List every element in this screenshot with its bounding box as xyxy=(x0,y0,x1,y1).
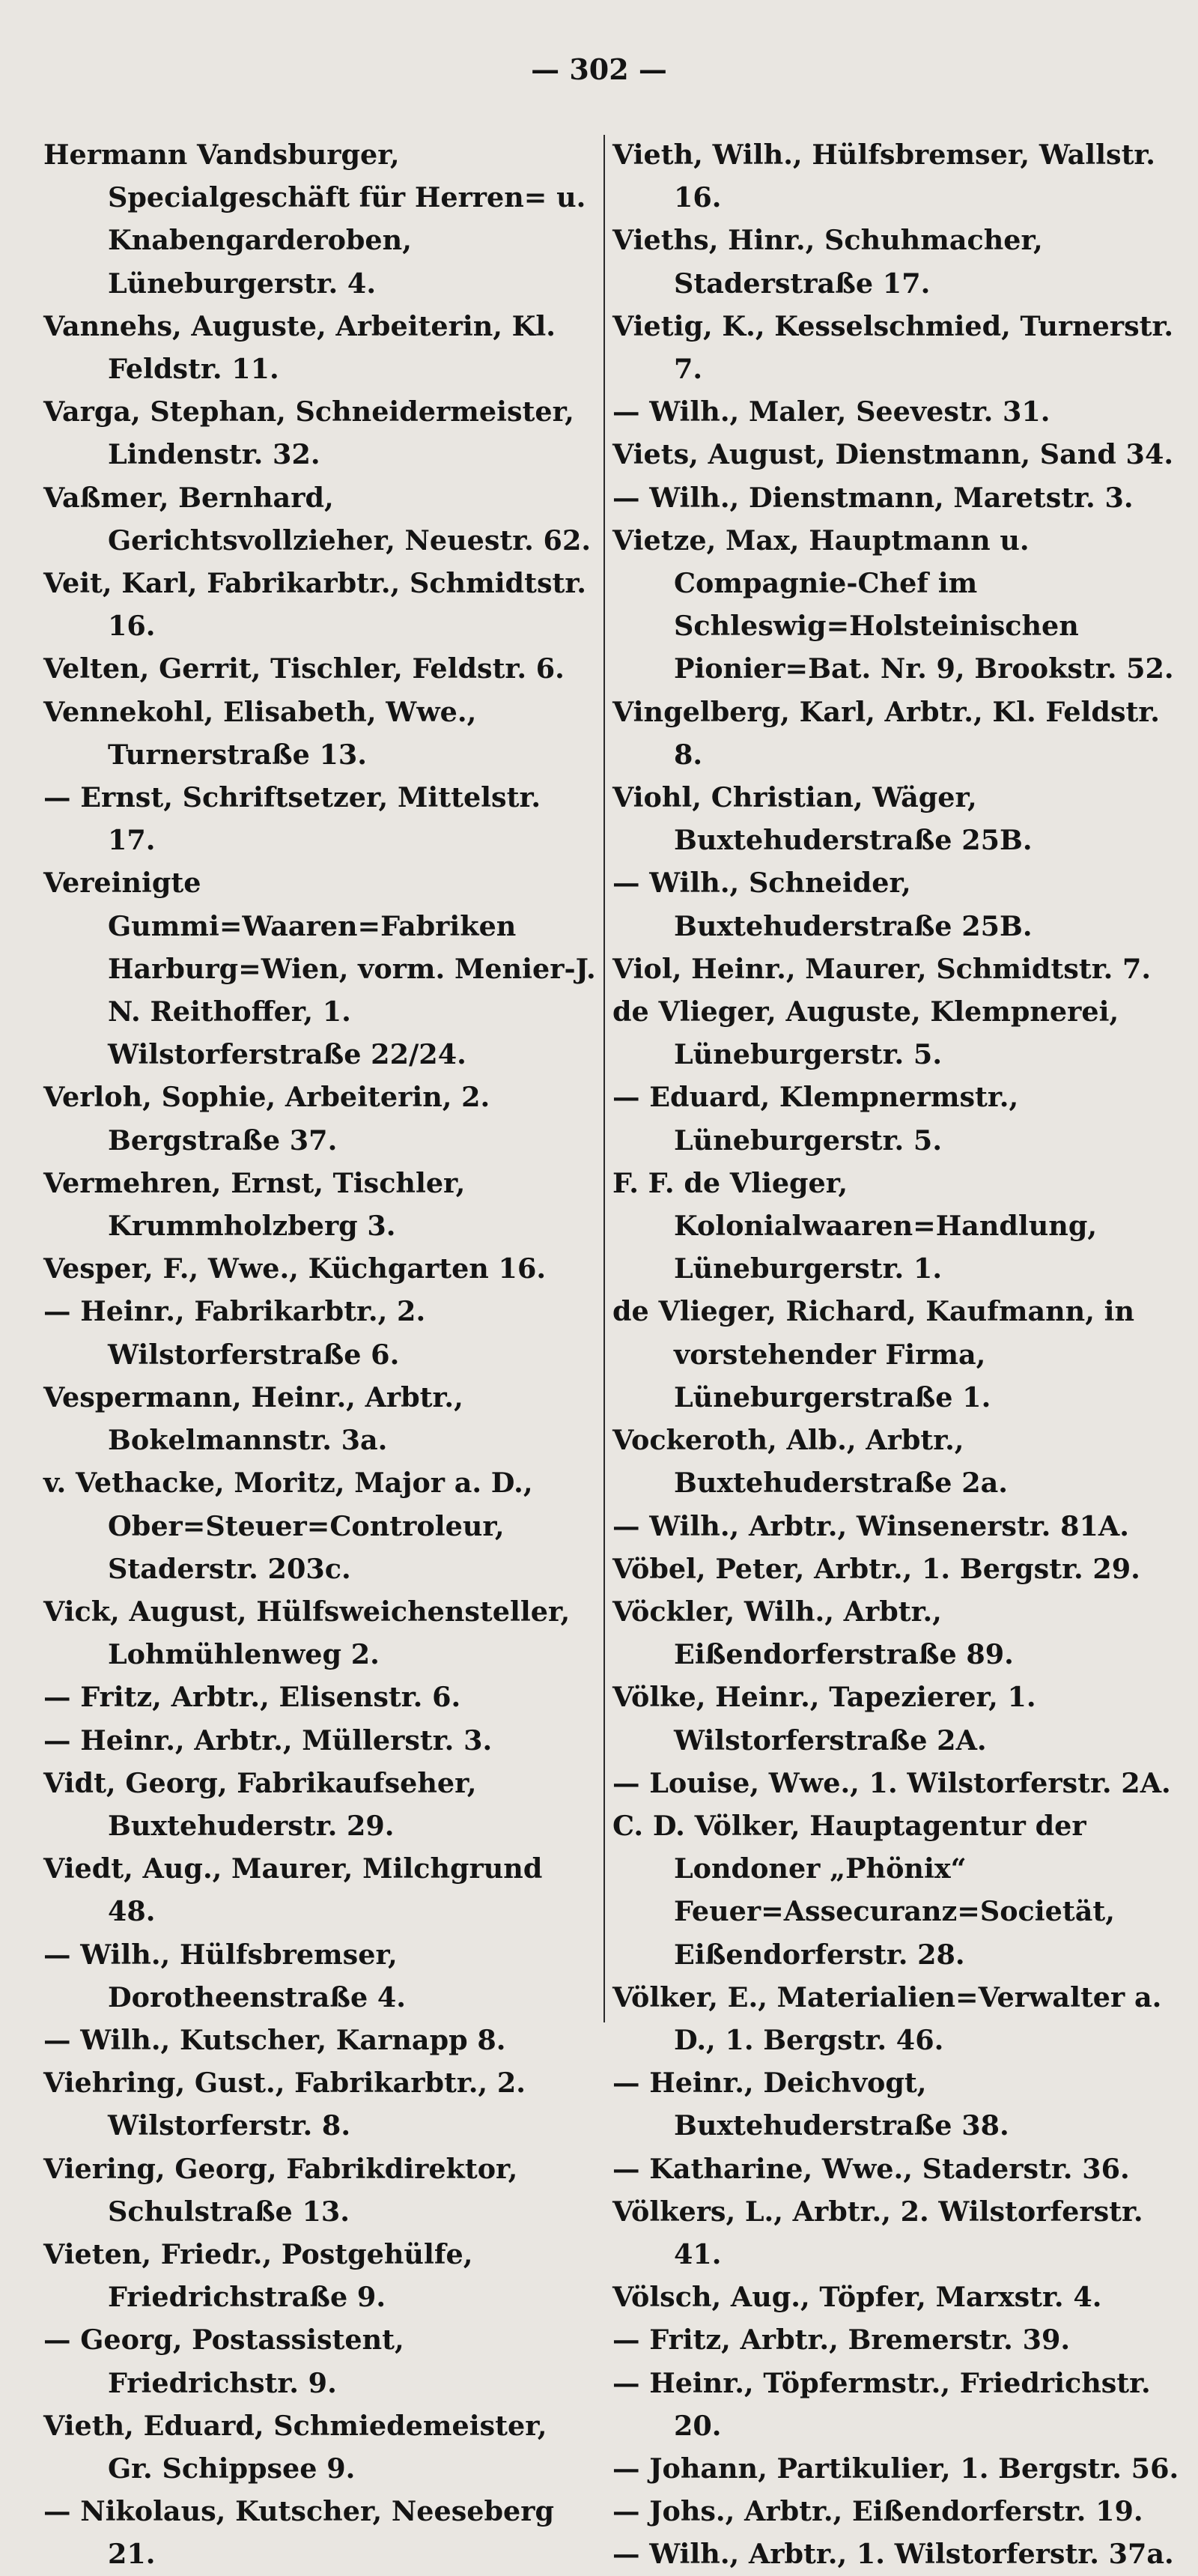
directory-entry: Hermann Vandsburger, Specialgeschäft für Herren= u. Knabengarderoben, Lüneburgerstr. 4. xyxy=(43,139,586,300)
directory-entry: Vietze, Max, Hauptmann u. Compagnie-Chef im Schleswig=Holsteinischen Pionier=Bat. Nr. 9, Brookstr. 52. xyxy=(612,524,1174,685)
left-column xyxy=(43,133,598,2576)
directory-entry: — Johann, Partikulier, 1. Bergstr. 56. xyxy=(612,2452,1179,2485)
directory-entry: Vieths, Hinr., Schuhmacher, Staderstraße 17. xyxy=(612,224,1043,300)
directory-entry: Verloh, Sophie, Arbeiterin, 2. Bergstraße 37. xyxy=(43,1081,490,1157)
directory-entry: — Fritz, Arbtr., Bremerstr. 39. xyxy=(612,2324,1071,2357)
directory-entry: Vieten, Friedr., Postgehülfe, Friedrichstraße 9. xyxy=(43,2237,473,2314)
directory-entry: Vingelberg, Karl, Arbtr., Kl. Feldstr. 8. xyxy=(612,695,1160,771)
directory-entry: — Heinr., Töpfermstr., Friedrichstr. 20. xyxy=(612,2366,1151,2442)
directory-entry: Viedt, Aug., Maurer, Milchgrund 48. xyxy=(43,1852,543,1928)
directory-entry: — Heinr., Fabrikarbtr., 2. Wilstorferstraße 6. xyxy=(43,1295,426,1371)
directory-entry: — Heinr., Arbtr., Müllerstr. 3. xyxy=(43,1724,493,1757)
directory-entry: F. F. de Vlieger, Kolonialwaaren=Handlung, Lüneburgerstr. 1. xyxy=(612,1166,1098,1285)
directory-entry: — Wilh., Hülfsbremser, Dorotheenstraße 4. xyxy=(43,1938,407,2013)
directory-entry: Vöbel, Peter, Arbtr., 1. Bergstr. 29. xyxy=(612,1552,1140,1585)
directory-entry: Vockeroth, Alb., Arbtr., Buxtehuderstraße 2a. xyxy=(612,1424,1008,1500)
directory-entry: Viets, August, Dienstmann, Sand 34. xyxy=(612,438,1174,471)
directory-entry: — Wilh., Dienstmann, Maretstr. 3. xyxy=(612,481,1134,514)
directory-entry: de Vlieger, Richard, Kaufmann, in vorstehender Firma, Lüneburgerstraße 1. xyxy=(612,1295,1135,1413)
directory-entry: Vick, August, Hülfsweichensteller, Lohmühlenweg 2. xyxy=(43,1595,571,1671)
directory-entry: Vieth, Eduard, Schmiedemeister, Gr. Schippsee 9. xyxy=(43,2409,547,2485)
directory-entry: Vöckler, Wilh., Arbtr., Eißendorferstraße 89. xyxy=(612,1595,1014,1671)
directory-entry: — Wilh., Arbtr., 1. Wilstorferstr. 37a. xyxy=(612,2538,1174,2571)
directory-entry: Vennekohl, Elisabeth, Wwe., Turnerstraße 13. xyxy=(43,695,477,771)
directory-entry: Vaßmer, Bernhard, Gerichtsvollzieher, Neuestr. 62. xyxy=(43,481,592,557)
directory-entry: — Wilh., Arbtr., Winsenerstr. 81A. xyxy=(612,1509,1129,1542)
directory-entry: — Georg, Postassistent, Friedrichstr. 9. xyxy=(43,2324,404,2399)
directory-entry: Viol, Heinr., Maurer, Schmidtstr. 7. xyxy=(612,952,1152,985)
directory-entry: — Wilh., Schneider, Buxtehuderstraße 25B. xyxy=(612,867,1033,942)
directory-entry: C. D. Völker, Hauptagentur der Londoner „Phönix“ Feuer=Assecuranz=Societät, Eißendorferstr. 28. xyxy=(612,1809,1115,1971)
directory-entry: Veit, Karl, Fabrikarbtr., Schmidtstr. 16. xyxy=(43,567,586,643)
directory-entry: Vannehs, Auguste, Arbeiterin, Kl. Feldstr. 11. xyxy=(43,309,556,386)
directory-entry: — Nikolaus, Kutscher, Neeseberg 21. xyxy=(43,2495,555,2571)
directory-entry: de Vlieger, Auguste, Klempnerei, Lüneburgerstr. 5. xyxy=(612,995,1119,1071)
page-number: — 302 — xyxy=(531,52,667,86)
directory-entry: Völke, Heinr., Tapezierer, 1. Wilstorferstraße 2A. xyxy=(612,1681,1036,1757)
directory-entry: Vieth, Wilh., Hülfsbremser, Wallstr. 16. xyxy=(612,139,1156,214)
directory-entry: Völsch, Aug., Töpfer, Marxstr. 4. xyxy=(612,2281,1102,2314)
directory-entry: Vesper, F., Wwe., Küchgarten 16. xyxy=(43,1252,547,1285)
directory-entry: Völker, E., Materialien=Verwalter a. D., 1. Bergstr. 46. xyxy=(612,1981,1162,2056)
directory-entry: Vidt, Georg, Fabrikaufseher, Buxtehuderstr. 29. xyxy=(43,1766,477,1842)
directory-entry: — Heinr., Deichvogt, Buxtehuderstraße 38. xyxy=(612,2067,1009,2142)
directory-entry: Vereinigte Gummi=Waaren=Fabriken Harburg=Wien, vorm. Menier-J. N. Reithoffer, 1. Wilstorferstraße 22/24. xyxy=(43,867,596,1071)
directory-entry: Viehring, Gust., Fabrikarbtr., 2. Wilstorferstr. 8. xyxy=(43,2067,526,2142)
directory-entry: Vietig, K., Kesselschmied, Turnerstr. 7. xyxy=(612,309,1174,386)
directory-entry: — Wilh., Maler, Seevestr. 31. xyxy=(612,396,1050,428)
directory-entry: Vermehren, Ernst, Tischler, Krummholzberg 3. xyxy=(43,1166,466,1243)
directory-entry: Völkers, L., Arbtr., 2. Wilstorferstr. 41. xyxy=(612,2195,1143,2270)
directory-entry: Viohl, Christian, Wäger, Buxtehuderstraße 25B. xyxy=(612,781,1033,857)
directory-entry: — Ernst, Schriftsetzer, Mittelstr. 17. xyxy=(43,781,541,857)
column-divider xyxy=(603,135,605,2022)
directory-entry: Varga, Stephan, Schneidermeister, Lindenstr. 32. xyxy=(43,396,574,471)
directory-entry: — Katharine, Wwe., Staderstr. 36. xyxy=(612,2152,1130,2185)
directory-entry: Velten, Gerrit, Tischler, Feldstr. 6. xyxy=(43,652,565,685)
directory-entry: Vespermann, Heinr., Arbtr., Bokelmannstr. 3a. xyxy=(43,1381,463,1457)
directory-entry: — Wilh., Kutscher, Karnapp 8. xyxy=(43,2023,506,2056)
directory-entry: — Eduard, Klempnermstr., Lüneburgerstr. 5. xyxy=(612,1081,1019,1157)
directory-entry: — Fritz, Arbtr., Elisenstr. 6. xyxy=(43,1681,461,1714)
directory-entry: Viering, Georg, Fabrikdirektor, Schulstraße 13. xyxy=(43,2152,518,2228)
directory-entry: v. Vethacke, Moritz, Major a. D., Ober=Steuer=Controleur, Staderstr. 203c. xyxy=(43,1467,533,1585)
right-column xyxy=(612,133,1182,2576)
directory-entry: — Louise, Wwe., 1. Wilstorferstr. 2A. xyxy=(612,1766,1171,1799)
directory-entry: — Johs., Arbtr., Eißendorferstr. 19. xyxy=(612,2495,1143,2528)
